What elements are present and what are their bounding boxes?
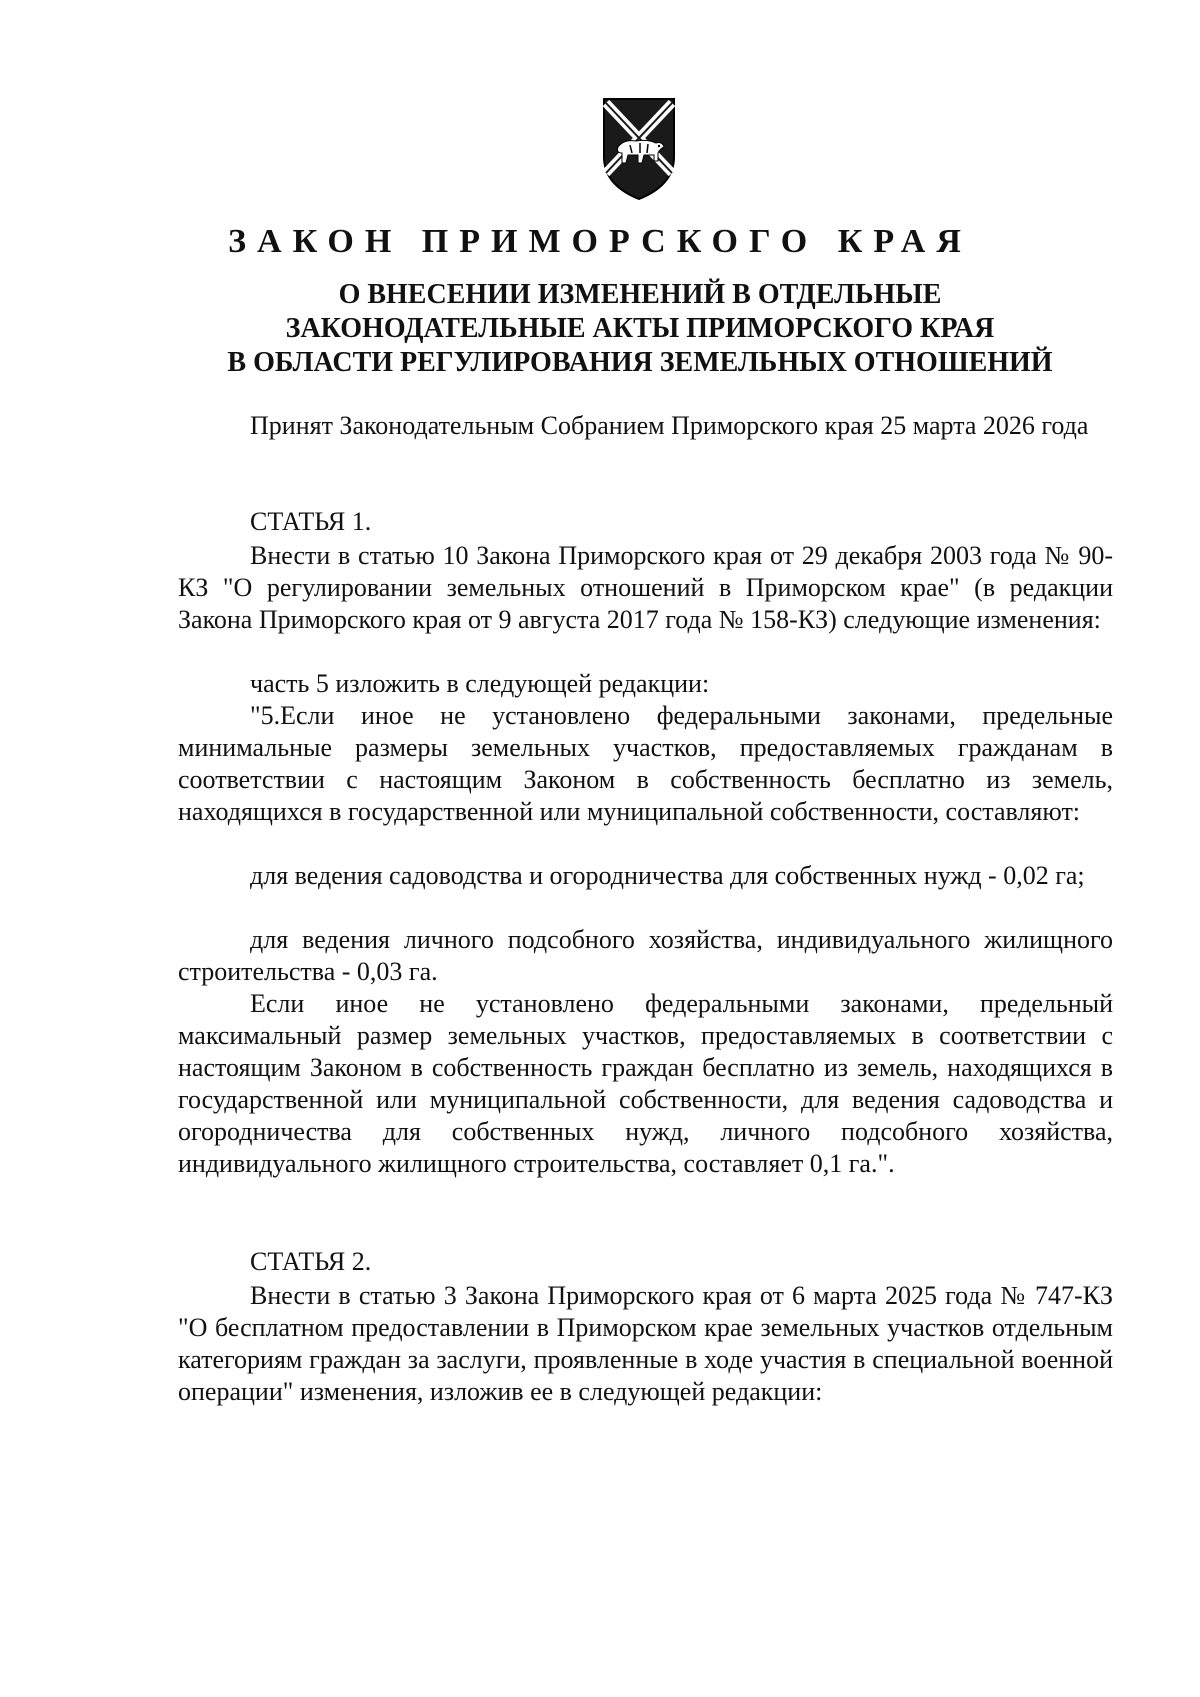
subtitle-line: В ОБЛАСТИ РЕГУЛИРОВАНИЯ ЗЕМЕЛЬНЫХ ОТНОШЕНИЙ [227,347,1053,378]
article-1-max-size: Если иное не установлено федеральными законами, предельный максимальный размер земельных участков, предоставляемых в соответствии с настоящим Законом в собственность граждан бесплатно из земель, находящихся в государственной или муниципальной собственности, для ведения садоводства и огородничества для собственных нужд, личного подсобного хозяйства, индивидуального жилищного строительства, составляет 0,1 га.". [178,989,1113,1178]
article-1-paragraph-5: "5.Если иное не установлено федеральными законами, предельные минимальные размеры земельных участков, предоставляемых гражданам в соответствии с настоящим Законом в собственность бесплатно из земель, находящихся в государственной или муниципальной собственности, составляют: [178,701,1113,826]
coat-of-arms-icon [600,95,678,203]
subtitle-line: О ВНЕСЕНИИ ИЗМЕНЕНИЙ В ОТДЕЛЬНЫЕ [338,279,942,310]
article-1-intro: Внести в статью 10 Закона Приморского края от 29 декабря 2003 года № 90-КЗ "О регулировании земельных отношений в Приморском крае" (в редакции Закона Приморского края от 9 августа 2017 года № 158-КЗ) следующие изменения: [178,541,1113,634]
document-title: ЗАКОН ПРИМОРСКОГО КРАЯ [228,223,972,260]
article-2-intro: Внести в статью 3 Закона Приморского края от 6 марта 2025 года № 747-КЗ "О бесплатном предоставлении в Приморском крае земельных участков отдельным категориям граждан за заслуги, проявленные в ходе участия в специальной военной операции" изменения, изложив ее в следующей редакции: [178,1281,1113,1406]
article-1-part: часть 5 изложить в следующей редакции: [250,669,710,698]
article-1-item-1: для ведения садоводства и огородничества для собственных нужд - 0,02 га; [250,861,1085,890]
article-2-heading: СТАТЬЯ 2. [250,1247,372,1276]
document-subtitle [180,278,1100,380]
adoption-note: Принят Законодательным Собранием Приморского края 25 марта 2026 года [250,411,1089,440]
subtitle-line: ЗАКОНОДАТЕЛЬНЫЕ АКТЫ ПРИМОРСКОГО КРАЯ [285,313,995,344]
article-1-heading: СТАТЬЯ 1. [250,507,372,536]
article-1-item-2: для ведения личного подсобного хозяйства, индивидуального жилищного строительства - 0,03 га. [178,925,1113,986]
